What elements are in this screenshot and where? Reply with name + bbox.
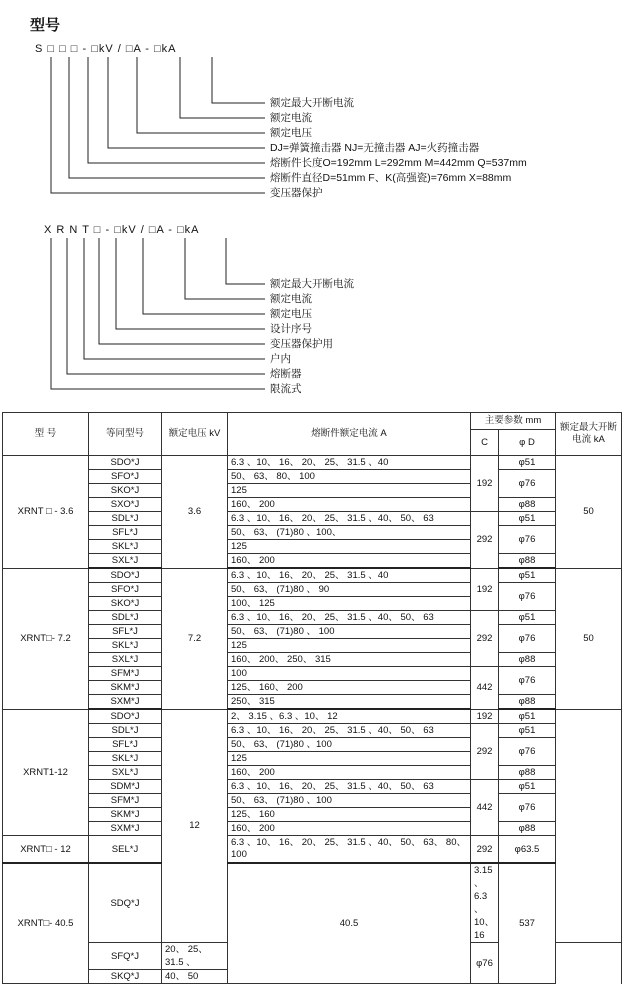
equiv-model: SXL*J bbox=[89, 766, 162, 780]
equiv-model: SDO*J bbox=[89, 456, 162, 470]
header-equiv-model: 等同型号 bbox=[89, 413, 162, 456]
param-d: φ51 bbox=[499, 709, 556, 724]
rated-current: 40、 50 bbox=[162, 970, 228, 984]
equiv-model: SKL*J bbox=[89, 752, 162, 766]
param-d: φ88 bbox=[499, 695, 556, 710]
equiv-model: SDL*J bbox=[89, 611, 162, 625]
model2-desc-4: 设计序号 bbox=[270, 323, 312, 335]
equiv-model: SDO*J bbox=[89, 709, 162, 724]
model1-desc-6: 熔断件直径D=51mm F、K(高强瓷)=76mm X=88mm bbox=[270, 172, 512, 184]
equiv-model: SXL*J bbox=[89, 554, 162, 569]
rated-current: 125 bbox=[228, 484, 471, 498]
rated-current: 125、 160、 200 bbox=[228, 681, 471, 695]
equiv-model: SXM*J bbox=[89, 695, 162, 710]
model1-desc-4: DJ=弹簧撞击器 NJ=无撞击器 AJ=火药撞击器 bbox=[270, 142, 480, 154]
equiv-model: SDO*J bbox=[89, 568, 162, 583]
equiv-model: SFL*J bbox=[89, 526, 162, 540]
rated-current: 160、 200 bbox=[228, 498, 471, 512]
model-code-xrnt: X R N T □ - □kV / □A - □kA bbox=[44, 224, 200, 236]
model2-desc-5: 变压器保护用 bbox=[270, 338, 333, 350]
equiv-model: SEL*J bbox=[89, 836, 162, 864]
model1-desc-1: 额定最大开断电流 bbox=[270, 97, 354, 109]
equiv-model: SFO*J bbox=[89, 583, 162, 597]
model1-desc-5: 熔断件长度O=192mm L=292mm M=442mm Q=537mm bbox=[270, 157, 527, 169]
equiv-model: SXL*J bbox=[89, 653, 162, 667]
equiv-model: SFM*J bbox=[89, 794, 162, 808]
param-c: 292 bbox=[471, 836, 499, 864]
header-rated-voltage: 额定电压 kV bbox=[162, 413, 228, 456]
rated-current: 50、 63、 (71)80 、 90 bbox=[228, 583, 471, 597]
equiv-model: SKL*J bbox=[89, 639, 162, 653]
param-c: 292 bbox=[471, 611, 499, 667]
rated-current: 6.3 、10、 16、 20、 25、 31.5 、40 bbox=[228, 568, 471, 583]
param-c: 442 bbox=[471, 667, 499, 710]
param-d: φ88 bbox=[499, 554, 556, 569]
equiv-model: SKM*J bbox=[89, 808, 162, 822]
param-d: φ51 bbox=[499, 456, 556, 470]
rated-current: 6.3 、10、 16、 20、 25、 31.5 、40、 50、 63 bbox=[228, 611, 471, 625]
param-d: φ51 bbox=[499, 568, 556, 583]
rated-current: 160、 200 bbox=[228, 822, 471, 836]
param-d: φ76 bbox=[499, 526, 556, 554]
equiv-model: SDL*J bbox=[89, 512, 162, 526]
rated-current: 50、 63、 (71)80 、100、 bbox=[228, 526, 471, 540]
equiv-model: SXO*J bbox=[89, 498, 162, 512]
param-c: 192 bbox=[471, 568, 499, 611]
equiv-model: SDL*J bbox=[89, 724, 162, 738]
rated-current: 125、 160 bbox=[228, 808, 471, 822]
param-c: 442 bbox=[471, 780, 499, 836]
equiv-model: SFL*J bbox=[89, 625, 162, 639]
rated-current: 100、 125 bbox=[228, 597, 471, 611]
header-c: C bbox=[471, 430, 499, 456]
equiv-model: SKO*J bbox=[89, 484, 162, 498]
header-d: φ D bbox=[499, 430, 556, 456]
param-c: 192 bbox=[471, 709, 499, 724]
equiv-model: SKL*J bbox=[89, 540, 162, 554]
param-d: φ51 bbox=[499, 611, 556, 625]
param-d: φ88 bbox=[499, 498, 556, 512]
equiv-model: SFM*J bbox=[89, 667, 162, 681]
rated-current: 100 bbox=[228, 667, 471, 681]
param-d: φ76 bbox=[499, 667, 556, 695]
rated-current: 50、 63、 80、 100 bbox=[228, 470, 471, 484]
param-d: φ51 bbox=[499, 512, 556, 526]
param-d: φ63.5 bbox=[499, 836, 556, 864]
model2-desc-8: 限流式 bbox=[270, 383, 302, 395]
param-c: 537 bbox=[499, 863, 556, 984]
equiv-model: SFL*J bbox=[89, 738, 162, 752]
param-d: φ88 bbox=[499, 766, 556, 780]
rated-current: 50、 63、 (71)80 、 100 bbox=[228, 625, 471, 639]
group-model: XRNT□- 7.2 bbox=[3, 568, 89, 709]
rated-current: 6.3 、10、 16、 20、 25、 31.5 、40、 50、 63 bbox=[228, 724, 471, 738]
equiv-model: SKQ*J bbox=[89, 970, 162, 984]
model-leader-lines bbox=[0, 0, 626, 410]
header-model: 型 号 bbox=[3, 413, 89, 456]
breaking-current bbox=[556, 709, 622, 943]
model2-desc-2: 额定电流 bbox=[270, 293, 312, 305]
rated-voltage: 40.5 bbox=[228, 863, 471, 984]
param-d: φ76 bbox=[499, 738, 556, 766]
group-model: XRNT□ - 12 bbox=[3, 836, 89, 864]
param-d: φ88 bbox=[499, 822, 556, 836]
rated-current: 125 bbox=[228, 639, 471, 653]
rated-current: 6.3 、10、 16、 20、 25、 31.5 、40、 50、 63、 80、 100 bbox=[228, 836, 471, 864]
param-c: 292 bbox=[471, 512, 499, 569]
rated-current: 50、 63、 (71)80 、100 bbox=[228, 738, 471, 752]
model2-desc-7: 熔断器 bbox=[270, 368, 302, 380]
equiv-model: SDQ*J bbox=[89, 863, 162, 943]
rated-current: 125 bbox=[228, 752, 471, 766]
model-code-s: S □ □ □ - □kV / □A - □kA bbox=[35, 43, 177, 55]
rated-current: 160、 200、 250、 315 bbox=[228, 653, 471, 667]
model2-desc-6: 户内 bbox=[270, 353, 291, 365]
param-d: φ76 bbox=[499, 625, 556, 653]
model1-desc-2: 额定电流 bbox=[270, 112, 312, 124]
rated-current: 250、 315 bbox=[228, 695, 471, 710]
param-c: 292 bbox=[471, 724, 499, 780]
breaking-current: 50 bbox=[556, 456, 622, 569]
equiv-model: SDM*J bbox=[89, 780, 162, 794]
group-model: XRNT□- 40.5 bbox=[3, 863, 89, 984]
model2-desc-3: 额定电压 bbox=[270, 308, 312, 320]
rated-current: 6.3 、10、 16、 20、 25、 31.5 、40、 50、 63 bbox=[228, 780, 471, 794]
param-d: φ51 bbox=[499, 724, 556, 738]
equiv-model: SKM*J bbox=[89, 681, 162, 695]
model1-desc-3: 额定电压 bbox=[270, 127, 312, 139]
rated-current: 6.3 、10、 16、 20、 25、 31.5 、40、 50、 63 bbox=[228, 512, 471, 526]
header-rated-current: 熔断件额定电流 A bbox=[228, 413, 471, 456]
rated-current: 3.15 、6.3 、10、 16 bbox=[471, 863, 499, 943]
breaking-current: 50 bbox=[556, 568, 622, 709]
param-d: φ76 bbox=[499, 794, 556, 822]
param-d: φ76 bbox=[499, 583, 556, 611]
rated-voltage: 12 bbox=[162, 709, 228, 943]
param-d: φ76 bbox=[499, 470, 556, 498]
rated-voltage: 3.6 bbox=[162, 456, 228, 569]
rated-current: 160、 200 bbox=[228, 766, 471, 780]
rated-current: 160、 200 bbox=[228, 554, 471, 569]
param-d: φ76 bbox=[471, 943, 499, 984]
param-d: φ51 bbox=[499, 780, 556, 794]
param-c: 192 bbox=[471, 456, 499, 512]
equiv-model: SXM*J bbox=[89, 822, 162, 836]
header-main-params: 主要参数 mm bbox=[471, 413, 556, 430]
header-breaking-current: 额定最大开断电流 kA bbox=[556, 413, 622, 456]
rated-current: 2、 3.15 、6.3 、10、 12 bbox=[228, 709, 471, 724]
model2-desc-1: 额定最大开断电流 bbox=[270, 278, 354, 290]
rated-current: 50、 63、 (71)80 、100 bbox=[228, 794, 471, 808]
section-title: 型号 bbox=[30, 17, 61, 34]
group-model: XRNT1-12 bbox=[3, 709, 89, 836]
model1-desc-7: 变压器保护 bbox=[270, 187, 323, 199]
rated-current: 6.3 、10、 16、 20、 25、 31.5 、40 bbox=[228, 456, 471, 470]
equiv-model: SKO*J bbox=[89, 597, 162, 611]
rated-voltage: 7.2 bbox=[162, 568, 228, 709]
rated-current: 20、 25、 31.5 、 bbox=[162, 943, 228, 970]
group-model: XRNT □ - 3.6 bbox=[3, 456, 89, 569]
rated-current: 125 bbox=[228, 540, 471, 554]
spec-table bbox=[2, 412, 622, 984]
equiv-model: SFO*J bbox=[89, 470, 162, 484]
param-d: φ88 bbox=[499, 653, 556, 667]
equiv-model: SFQ*J bbox=[89, 943, 162, 970]
